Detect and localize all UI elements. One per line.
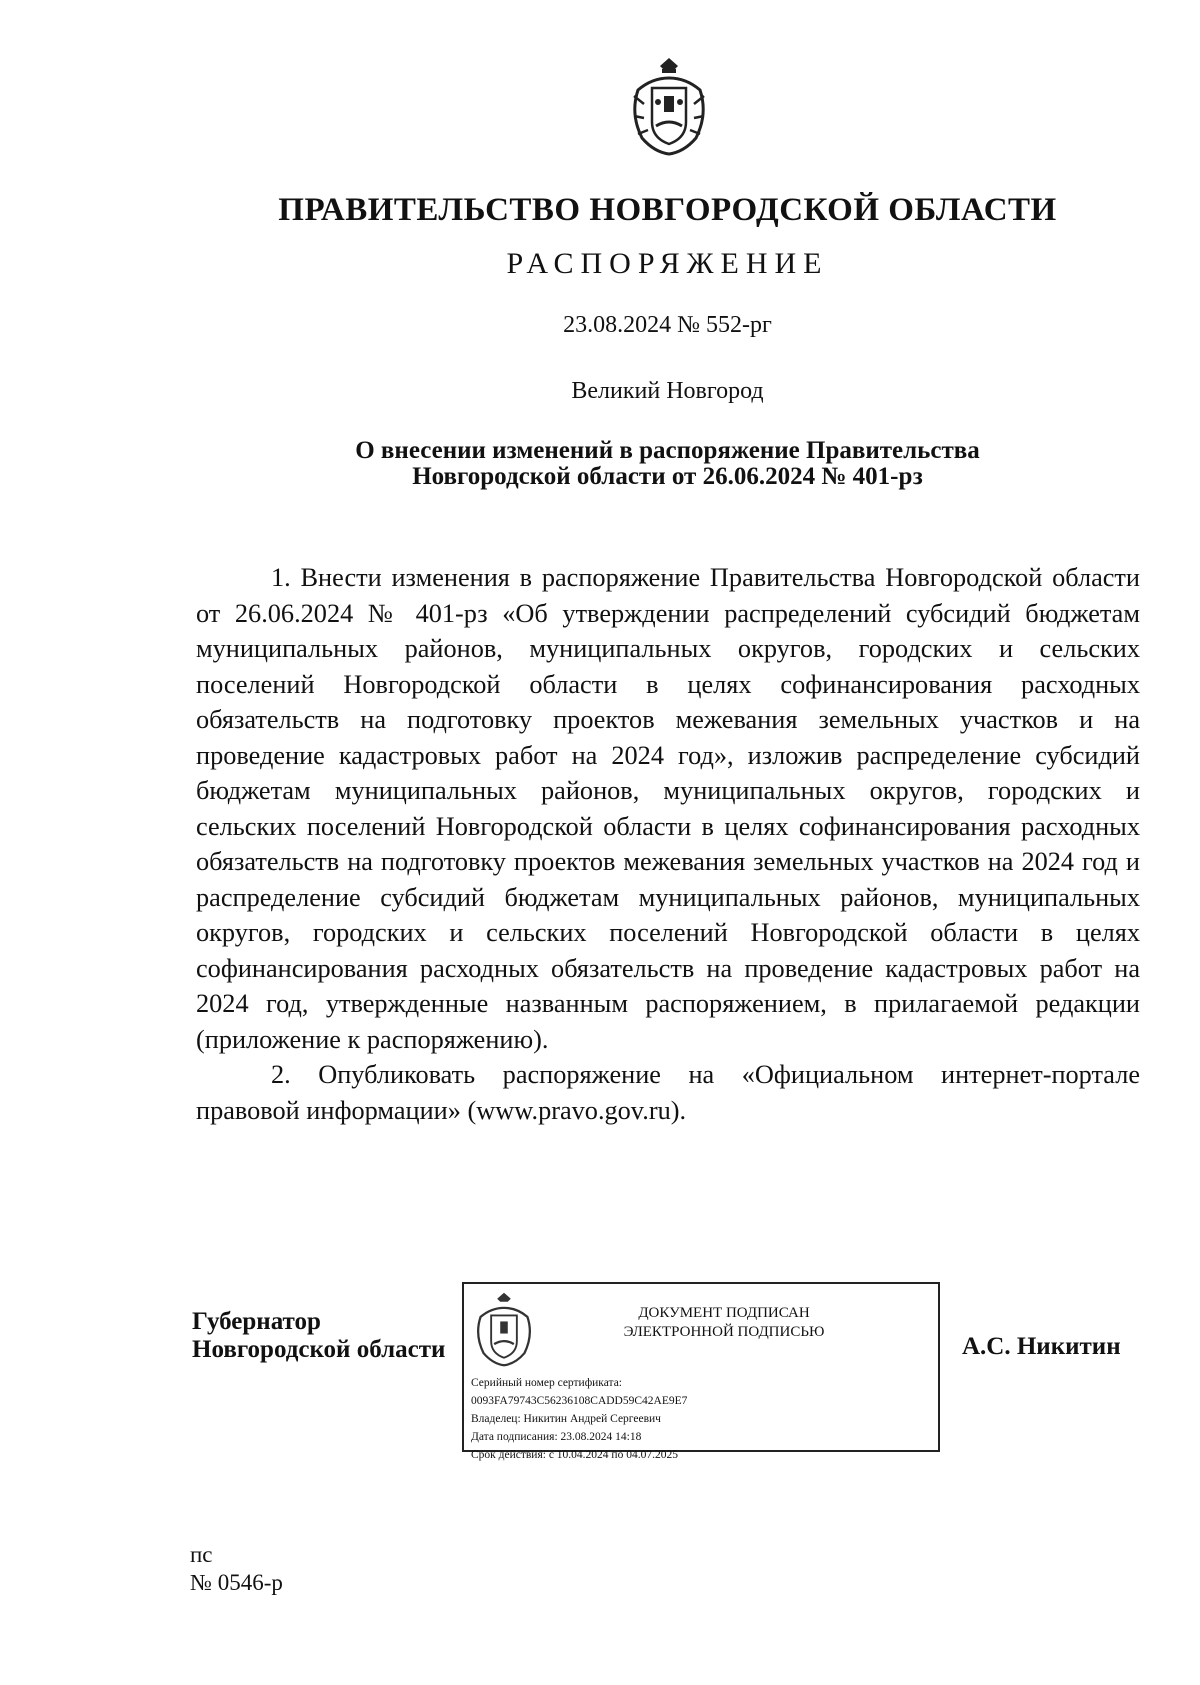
subject-line: О внесении изменений в распоряжение Правительства xyxy=(355,437,980,464)
signatory-name: А.С. Никитин xyxy=(962,1333,1121,1360)
document-city: Великий Новгород xyxy=(571,378,764,404)
body-paragraph: 2. Опубликовать распоряжение на «Официальном интернет-портале правовой информации» (www.pravo.gov.ru). xyxy=(196,1060,1140,1125)
body-paragraph: 1. Внести изменения в распоряжение Правительства Новгородской области от 26.06.2024 № 401-рз «Об утверждении распределений субсидий бюджетам муниципальных районов, муниципальных округов, городских и сельских поселений Новгородской области в целях софинансирования расходных обязательств на подготовку проектов межевания земельных участков и на проведение кадастровых работ на 2024 год», изложив распределение субсидий бюджетам муниципальных районов, муниципальных округов, городских и сельских поселений Новгородской области в целях софинансирования расходных обязательств на подготовку проектов межевания земельных участков на 2024 год и распределение субсидий бюджетам муниципальных районов, муниципальных округов, городских и сельских поселений Новгородской области в целях софинансирования расходных обязательств на проведение кадастровых работ на 2024 год, утвержденные названным распоряжением, в прилагаемой редакции (приложение к распоряжению). xyxy=(196,563,1140,1054)
stamp-heading xyxy=(546,1304,902,1342)
signatory-title xyxy=(192,1308,445,1364)
document-type: РАСПОРЯЖЕНИЕ xyxy=(506,247,829,280)
stamp-heading-line: ЭЛЕКТРОННОЙ ПОДПИСЬЮ xyxy=(623,1324,825,1340)
stamp-cert-label: Серийный номер сертификата: xyxy=(471,1377,622,1389)
stamp-heading-line: ДОКУМЕНТ ПОДПИСАН xyxy=(638,1305,810,1321)
document-body xyxy=(196,560,1140,1128)
electronic-signature-stamp xyxy=(462,1282,940,1461)
coat-of-arms-icon xyxy=(473,1291,535,1367)
stamp-cert-serial: 0093FA79743C56236108CADD59C42AE9E7 xyxy=(471,1395,688,1407)
signatory-title-line: Новгородской области xyxy=(192,1336,446,1363)
document-subject xyxy=(0,438,1200,490)
footer-number: № 0546-р xyxy=(190,1570,283,1595)
subject-line: Новгородской области от 26.06.2024 № 401-рз xyxy=(412,463,923,490)
stamp-validity: Срок действия: с 10.04.2024 по 04.07.2025 xyxy=(471,1449,678,1461)
document-footer xyxy=(190,1541,283,1597)
stamp-details xyxy=(471,1374,687,1464)
footer-initials: пс xyxy=(190,1542,213,1567)
document-date-number: 23.08.2024 № 552-рг xyxy=(563,312,772,338)
stamp-signed-date: Дата подписания: 23.08.2024 14:18 xyxy=(471,1431,642,1443)
stamp-owner: Владелец: Никитин Андрей Сергеевич xyxy=(471,1413,661,1425)
organization-title: ПРАВИТЕЛЬСТВО НОВГОРОДСКОЙ ОБЛАСТИ xyxy=(278,192,1057,228)
signatory-title-line: Губернатор xyxy=(192,1308,321,1335)
coat-of-arms-icon xyxy=(628,56,710,156)
